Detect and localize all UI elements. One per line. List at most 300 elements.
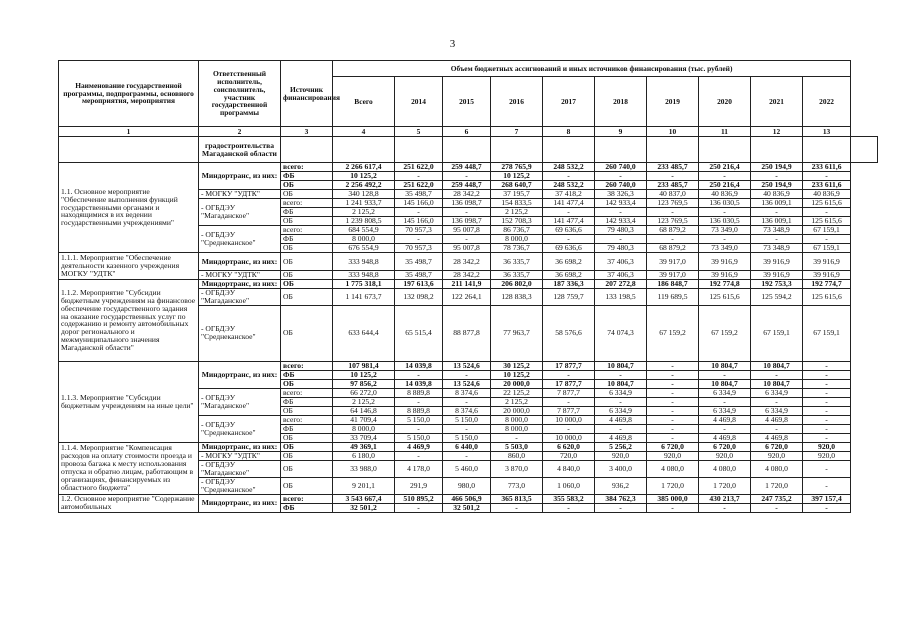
year-value-cell: 6 720,0 xyxy=(751,442,803,451)
year-value-cell: 37 418,2 xyxy=(543,190,595,199)
year-value-cell: 6 334,9 xyxy=(699,406,751,415)
year-value-cell: 28 342,2 xyxy=(443,271,491,280)
year-value-cell: 430 213,7 xyxy=(699,494,751,503)
source-cell: ОБ xyxy=(281,181,333,190)
year-value-cell: 88 877,8 xyxy=(443,305,491,361)
source-cell: ОБ xyxy=(281,244,333,253)
year-value-cell: 70 957,3 xyxy=(395,244,443,253)
year-value-cell: 7 877,7 xyxy=(543,406,595,415)
year-value-cell: - xyxy=(491,433,543,442)
total-value-cell: 633 644,4 xyxy=(333,305,395,361)
col-number: 3 xyxy=(281,127,333,137)
year-value-cell: 141 477,4 xyxy=(543,199,595,208)
year-value-cell: 6 334,9 xyxy=(595,388,647,397)
year-value-cell: 22 125,2 xyxy=(491,388,543,397)
table-row xyxy=(59,163,878,172)
year-value-cell: - xyxy=(395,370,443,379)
year-value-cell: - xyxy=(803,503,851,512)
year-value-cell: - xyxy=(395,208,443,217)
total-value-cell: 2 125,2 xyxy=(333,397,395,406)
year-value-cell: 251 622,0 xyxy=(395,163,443,172)
year-value-cell: 67 159,1 xyxy=(751,305,803,361)
year-value-cell: 936,2 xyxy=(595,477,647,494)
year-value-cell: 8 374,6 xyxy=(443,406,491,415)
header-year: 2020 xyxy=(699,77,751,127)
year-value-cell: 248 532,2 xyxy=(543,163,595,172)
year-value-cell: - xyxy=(395,424,443,433)
total-value-cell: 10 125,2 xyxy=(333,370,395,379)
year-value-cell: 860,0 xyxy=(491,451,543,460)
table-row xyxy=(59,253,878,271)
total-value-cell: 66 272,0 xyxy=(333,388,395,397)
col-number: 6 xyxy=(443,127,491,137)
year-value-cell: 122 264,1 xyxy=(443,289,491,306)
year-value-cell: 206 802,0 xyxy=(491,280,543,289)
year-value-cell: 259 448,7 xyxy=(443,163,491,172)
source-cell: ОБ xyxy=(281,217,333,226)
year-value-cell: 133 198,5 xyxy=(595,289,647,306)
year-value-cell: 268 640,7 xyxy=(491,181,543,190)
year-value-cell: - xyxy=(543,370,595,379)
year-value-cell: 142 933,4 xyxy=(595,199,647,208)
total-value-cell: 33 988,0 xyxy=(333,460,395,477)
year-value-cell: - xyxy=(443,397,491,406)
year-value-cell: 385 000,0 xyxy=(647,494,699,503)
year-value-cell: 14 039,8 xyxy=(395,361,443,370)
year-value-cell: - xyxy=(595,208,647,217)
table-row xyxy=(59,280,878,289)
source-cell: всего: xyxy=(281,163,333,172)
year-value-cell: 248 532,2 xyxy=(543,181,595,190)
year-value-cell: 5 150,0 xyxy=(443,415,491,424)
year-value-cell: 40 836,9 xyxy=(751,190,803,199)
year-value-cell: - xyxy=(647,415,699,424)
year-value-cell: - xyxy=(443,451,491,460)
year-value-cell: - xyxy=(443,370,491,379)
source-cell: ОБ xyxy=(281,433,333,442)
year-value-cell: 73 349,0 xyxy=(699,244,751,253)
year-value-cell: 20 000,0 xyxy=(491,406,543,415)
year-value-cell: 5 150,0 xyxy=(443,433,491,442)
year-value-cell: 136 009,1 xyxy=(751,199,803,208)
year-value-cell: 8 374,6 xyxy=(443,388,491,397)
year-value-cell: 1 720,0 xyxy=(751,477,803,494)
year-value-cell: 39 916,9 xyxy=(699,271,751,280)
year-value-cell: 67 159,1 xyxy=(803,305,851,361)
year-value-cell: 192 753,3 xyxy=(751,280,803,289)
source-cell: всего: xyxy=(281,388,333,397)
table-row xyxy=(59,361,878,370)
year-value-cell: 397 157,4 xyxy=(803,494,851,503)
year-value-cell: - xyxy=(803,388,851,397)
year-value-cell: - xyxy=(647,172,699,181)
year-value-cell: 466 506,9 xyxy=(443,494,491,503)
year-value-cell: 8 889,8 xyxy=(395,406,443,415)
year-value-cell: 384 762,3 xyxy=(595,494,647,503)
year-value-cell: - xyxy=(443,424,491,433)
year-value-cell: 10 000,0 xyxy=(543,415,595,424)
activity-name: 1.1.3. Мероприятие "Субсидии бюджетным учреждениям на иные цели" xyxy=(59,361,199,442)
year-value-cell: 773,0 xyxy=(491,477,543,494)
year-value-cell: - xyxy=(699,235,751,244)
year-value-cell: 233 611,6 xyxy=(803,163,851,172)
year-value-cell: - xyxy=(803,397,851,406)
year-value-cell: 36 335,7 xyxy=(491,271,543,280)
year-value-cell: 136 030,5 xyxy=(699,217,751,226)
year-value-cell: 260 740,0 xyxy=(595,181,647,190)
year-value-cell: 20 000,0 xyxy=(491,379,543,388)
year-value-cell: - xyxy=(803,235,851,244)
header-year: 2019 xyxy=(647,77,699,127)
year-value-cell: 125 615,6 xyxy=(803,289,851,306)
year-value-cell: 123 769,5 xyxy=(647,217,699,226)
source-cell: ФБ xyxy=(281,424,333,433)
year-value-cell: 278 765,9 xyxy=(491,163,543,172)
year-value-cell: 1 720,0 xyxy=(699,477,751,494)
responsible-cell: - ОГБДЭУ "Среднеканское" xyxy=(199,226,281,253)
year-value-cell: 79 480,3 xyxy=(595,244,647,253)
year-value-cell: 920,0 xyxy=(699,451,751,460)
year-value-cell: 186 848,7 xyxy=(647,280,699,289)
source-cell: ОБ xyxy=(281,379,333,388)
source-cell: ОБ xyxy=(281,190,333,199)
year-value-cell: 28 342,2 xyxy=(443,253,491,271)
year-value-cell: 8 889,8 xyxy=(395,388,443,397)
header-year: 2015 xyxy=(443,77,491,127)
year-value-cell: 39 916,9 xyxy=(803,253,851,271)
year-value-cell: 77 963,7 xyxy=(491,305,543,361)
table-row xyxy=(59,442,878,451)
col-number: 9 xyxy=(595,127,647,137)
year-value-cell: 67 159,2 xyxy=(647,305,699,361)
year-value-cell: 250 194,9 xyxy=(751,163,803,172)
total-value-cell: 333 948,8 xyxy=(333,271,395,280)
year-value-cell: 86 736,7 xyxy=(491,226,543,235)
year-value-cell: 32 501,2 xyxy=(443,503,491,512)
source-cell: ОБ xyxy=(281,451,333,460)
activity-name: 1.1. Основное мероприятие "Обеспечение выполнения функций государственными органами и находящимися в их ведении государственными учреждениями" xyxy=(59,163,199,253)
year-value-cell: - xyxy=(647,503,699,512)
year-value-cell: 74 074,3 xyxy=(595,305,647,361)
responsible-cell: - МОГКУ "УДТК" xyxy=(199,451,281,460)
year-value-cell: - xyxy=(395,503,443,512)
year-value-cell: 4 080,0 xyxy=(751,460,803,477)
year-value-cell: 10 804,7 xyxy=(751,379,803,388)
responsible-cell: Миндортранс, из них: xyxy=(199,280,281,289)
year-value-cell: 136 030,5 xyxy=(699,199,751,208)
source-cell: ОБ xyxy=(281,442,333,451)
year-value-cell: 17 877,7 xyxy=(543,361,595,370)
year-value-cell: - xyxy=(543,503,595,512)
year-value-cell: - xyxy=(751,235,803,244)
source-cell: ФБ xyxy=(281,208,333,217)
year-value-cell: 10 804,7 xyxy=(699,379,751,388)
year-value-cell: 40 836,9 xyxy=(699,190,751,199)
year-value-cell: 365 813,5 xyxy=(491,494,543,503)
year-value-cell: - xyxy=(647,397,699,406)
year-value-cell: 8 000,0 xyxy=(491,235,543,244)
header-year: 2021 xyxy=(751,77,803,127)
col-number: 11 xyxy=(699,127,751,137)
col-number: 4 xyxy=(333,127,395,137)
year-value-cell: 6 720,0 xyxy=(647,442,699,451)
source-cell: ФБ xyxy=(281,235,333,244)
total-value-cell: 107 981,4 xyxy=(333,361,395,370)
year-value-cell: - xyxy=(595,370,647,379)
year-value-cell: 4 469,8 xyxy=(699,433,751,442)
year-value-cell: 37 406,3 xyxy=(595,271,647,280)
year-value-cell: - xyxy=(751,370,803,379)
responsible-cell: - МОГКУ "УДТК" xyxy=(199,190,281,199)
year-value-cell: - xyxy=(803,379,851,388)
year-value-cell: 125 615,6 xyxy=(803,199,851,208)
year-value-cell: - xyxy=(803,370,851,379)
total-value-cell: 1 141 673,7 xyxy=(333,289,395,306)
year-value-cell: 36 698,2 xyxy=(543,271,595,280)
total-value-cell: 6 180,0 xyxy=(333,451,395,460)
total-value-cell: 333 948,8 xyxy=(333,253,395,271)
year-value-cell: - xyxy=(751,397,803,406)
year-value-cell: 36 698,2 xyxy=(543,253,595,271)
responsible-cell: Миндортранс, из них: xyxy=(199,442,281,451)
year-value-cell: - xyxy=(595,424,647,433)
total-value-cell: 2 125,2 xyxy=(333,208,395,217)
year-value-cell: 233 485,7 xyxy=(647,181,699,190)
year-value-cell: 35 498,7 xyxy=(395,190,443,199)
year-value-cell: 187 336,3 xyxy=(543,280,595,289)
responsible-cell: - МОГКУ "УДТК" xyxy=(199,271,281,280)
year-value-cell: 10 125,2 xyxy=(491,172,543,181)
col-number: 1 xyxy=(59,127,199,137)
total-value-cell: 8 000,0 xyxy=(333,424,395,433)
header-total: Всего xyxy=(333,77,395,127)
year-value-cell: 58 576,6 xyxy=(543,305,595,361)
total-value-cell: 9 201,1 xyxy=(333,477,395,494)
year-value-cell: - xyxy=(543,208,595,217)
source-cell: всего: xyxy=(281,415,333,424)
year-value-cell: 67 159,2 xyxy=(699,305,751,361)
year-value-cell: 259 448,7 xyxy=(443,181,491,190)
year-value-cell: 5 150,0 xyxy=(395,415,443,424)
year-value-cell: - xyxy=(543,235,595,244)
total-value-cell: 676 554,9 xyxy=(333,244,395,253)
year-value-cell: 136 098,7 xyxy=(443,199,491,208)
year-value-cell: 73 348,9 xyxy=(751,226,803,235)
year-value-cell: 28 342,2 xyxy=(443,190,491,199)
year-value-cell: 233 485,7 xyxy=(647,163,699,172)
year-value-cell: - xyxy=(699,370,751,379)
year-value-cell: 192 774,7 xyxy=(803,280,851,289)
year-value-cell: 5 256,2 xyxy=(595,442,647,451)
year-value-cell: 125 615,6 xyxy=(699,289,751,306)
year-value-cell: 1 720,0 xyxy=(647,477,699,494)
total-value-cell: 10 125,2 xyxy=(333,172,395,181)
year-value-cell: 70 957,3 xyxy=(395,226,443,235)
source-cell: ОБ xyxy=(281,289,333,306)
year-value-cell: 355 583,2 xyxy=(543,494,595,503)
total-value-cell: 41 709,4 xyxy=(333,415,395,424)
year-value-cell: - xyxy=(543,172,595,181)
year-value-cell: 720,0 xyxy=(543,451,595,460)
year-value-cell: 8 000,0 xyxy=(491,415,543,424)
year-value-cell: 145 166,0 xyxy=(395,199,443,208)
year-value-cell: - xyxy=(647,379,699,388)
year-value-cell: 79 480,3 xyxy=(595,226,647,235)
year-value-cell: 4 178,0 xyxy=(395,460,443,477)
year-value-cell: - xyxy=(803,460,851,477)
year-value-cell: - xyxy=(699,172,751,181)
year-value-cell: 73 348,9 xyxy=(751,244,803,253)
year-value-cell: 30 125,2 xyxy=(491,361,543,370)
year-value-cell: 2 125,2 xyxy=(491,397,543,406)
year-value-cell: 67 159,1 xyxy=(803,244,851,253)
year-value-cell: 65 515,4 xyxy=(395,305,443,361)
year-value-cell: - xyxy=(595,172,647,181)
year-value-cell: - xyxy=(647,424,699,433)
total-value-cell: 684 554,9 xyxy=(333,226,395,235)
year-value-cell: 119 689,5 xyxy=(647,289,699,306)
year-value-cell: 5 503,0 xyxy=(491,442,543,451)
year-value-cell: 247 735,2 xyxy=(751,494,803,503)
year-value-cell: 154 833,5 xyxy=(491,199,543,208)
year-value-cell: - xyxy=(803,208,851,217)
year-value-cell: - xyxy=(751,503,803,512)
total-value-cell: 49 369,1 xyxy=(333,442,395,451)
source-cell: ОБ xyxy=(281,460,333,477)
year-value-cell: 207 272,8 xyxy=(595,280,647,289)
year-value-cell: 35 498,7 xyxy=(395,253,443,271)
year-value-cell: 14 039,8 xyxy=(395,379,443,388)
year-value-cell: 251 622,0 xyxy=(395,181,443,190)
year-value-cell: - xyxy=(699,424,751,433)
responsible-cell: - ОГБДЭУ "Среднеканское" xyxy=(199,305,281,361)
responsible-cell: Миндортранс, из них: xyxy=(199,253,281,271)
year-value-cell: - xyxy=(595,503,647,512)
source-cell: ОБ xyxy=(281,477,333,494)
year-value-cell: - xyxy=(803,172,851,181)
total-value-cell: 1 775 318,1 xyxy=(333,280,395,289)
table-row xyxy=(59,494,878,503)
col-number: 8 xyxy=(543,127,595,137)
year-value-cell: 36 335,7 xyxy=(491,253,543,271)
total-value-cell: 32 501,2 xyxy=(333,503,395,512)
responsible-cell: Миндортранс, из них: xyxy=(199,494,281,512)
year-value-cell: 10 804,7 xyxy=(751,361,803,370)
year-value-cell: 6 440,0 xyxy=(443,442,491,451)
year-value-cell: - xyxy=(803,424,851,433)
year-value-cell: - xyxy=(751,208,803,217)
year-value-cell: 128 838,3 xyxy=(491,289,543,306)
year-value-cell: - xyxy=(647,433,699,442)
year-value-cell: 125 594,2 xyxy=(751,289,803,306)
source-cell: ОБ xyxy=(281,253,333,271)
year-value-cell: 39 917,0 xyxy=(647,271,699,280)
year-value-cell: 13 524,6 xyxy=(443,361,491,370)
year-value-cell: 1 060,0 xyxy=(543,477,595,494)
year-value-cell: 4 469,8 xyxy=(595,415,647,424)
year-value-cell: 250 216,4 xyxy=(699,181,751,190)
year-value-cell: 250 194,9 xyxy=(751,181,803,190)
year-value-cell: 35 498,7 xyxy=(395,271,443,280)
year-value-cell: 6 620,0 xyxy=(543,442,595,451)
year-value-cell: 3 400,0 xyxy=(595,460,647,477)
year-value-cell: 291,9 xyxy=(395,477,443,494)
total-value-cell: 1 239 808,5 xyxy=(333,217,395,226)
year-value-cell: 40 837,0 xyxy=(647,190,699,199)
year-value-cell: 132 098,2 xyxy=(395,289,443,306)
year-value-cell: 128 759,7 xyxy=(543,289,595,306)
source-cell: ФБ xyxy=(281,503,333,512)
header-name: Наименование государственной программы, подпрограммы, основного мероприятия, мероприятия xyxy=(59,61,199,127)
year-value-cell: 141 477,4 xyxy=(543,217,595,226)
year-value-cell: 73 349,0 xyxy=(699,226,751,235)
header-source: Источник финансирования xyxy=(281,61,333,127)
responsible-cell: - ОГБДЭУ "Магаданское" xyxy=(199,460,281,477)
year-value-cell: - xyxy=(751,424,803,433)
year-value-cell: - xyxy=(647,388,699,397)
activity-name: 1.2. Основное мероприятие "Содержание автомобильных xyxy=(59,494,199,512)
year-value-cell: - xyxy=(395,172,443,181)
year-value-cell: 142 933,4 xyxy=(595,217,647,226)
source-cell: ОБ xyxy=(281,305,333,361)
total-value-cell: 2 256 492,2 xyxy=(333,181,395,190)
total-value-cell: 8 000,0 xyxy=(333,235,395,244)
header-year: 2022 xyxy=(803,77,851,127)
year-value-cell: 69 636,6 xyxy=(543,244,595,253)
total-value-cell: 33 709,4 xyxy=(333,433,395,442)
total-value-cell: 340 128,8 xyxy=(333,190,395,199)
year-value-cell: - xyxy=(491,503,543,512)
responsible-cell: Миндортранс, из них: xyxy=(199,163,281,190)
year-value-cell: 4 840,0 xyxy=(543,460,595,477)
year-value-cell: - xyxy=(647,361,699,370)
responsible-cell: - ОГБДЭУ "Магаданское" xyxy=(199,388,281,415)
year-value-cell: 4 469,8 xyxy=(751,433,803,442)
year-value-cell: 39 917,0 xyxy=(647,253,699,271)
responsible-cell: - ОГБДЭУ "Магаданское" xyxy=(199,289,281,306)
total-value-cell: 97 856,2 xyxy=(333,379,395,388)
col-number: 5 xyxy=(395,127,443,137)
year-value-cell: 8 000,0 xyxy=(491,424,543,433)
year-value-cell: 136 098,7 xyxy=(443,217,491,226)
year-value-cell: 4 469,8 xyxy=(595,433,647,442)
year-value-cell: 192 774,8 xyxy=(699,280,751,289)
responsible-cell: Миндортранс, из них: xyxy=(199,361,281,388)
year-value-cell: 39 916,9 xyxy=(751,271,803,280)
year-value-cell: - xyxy=(803,406,851,415)
year-value-cell: 920,0 xyxy=(647,451,699,460)
year-value-cell: 40 836,9 xyxy=(803,190,851,199)
header-volume: Объем бюджетных ассигнований и иных источников финансирования (тыс. рублей) xyxy=(333,61,851,77)
year-value-cell: 3 870,0 xyxy=(491,460,543,477)
source-cell: всего: xyxy=(281,494,333,503)
source-cell: всего: xyxy=(281,226,333,235)
source-cell: ФБ xyxy=(281,397,333,406)
year-value-cell: 10 804,7 xyxy=(595,361,647,370)
year-value-cell: - xyxy=(647,370,699,379)
year-value-cell: 67 159,1 xyxy=(803,226,851,235)
year-value-cell: 78 736,7 xyxy=(491,244,543,253)
year-value-cell: 10 125,2 xyxy=(491,370,543,379)
col-number: 2 xyxy=(199,127,281,137)
year-value-cell: 37 195,7 xyxy=(491,190,543,199)
year-value-cell: - xyxy=(803,477,851,494)
source-cell: ОБ xyxy=(281,280,333,289)
year-value-cell: 13 524,6 xyxy=(443,379,491,388)
year-value-cell: - xyxy=(803,433,851,442)
source-cell: ФБ xyxy=(281,172,333,181)
year-value-cell: - xyxy=(751,172,803,181)
